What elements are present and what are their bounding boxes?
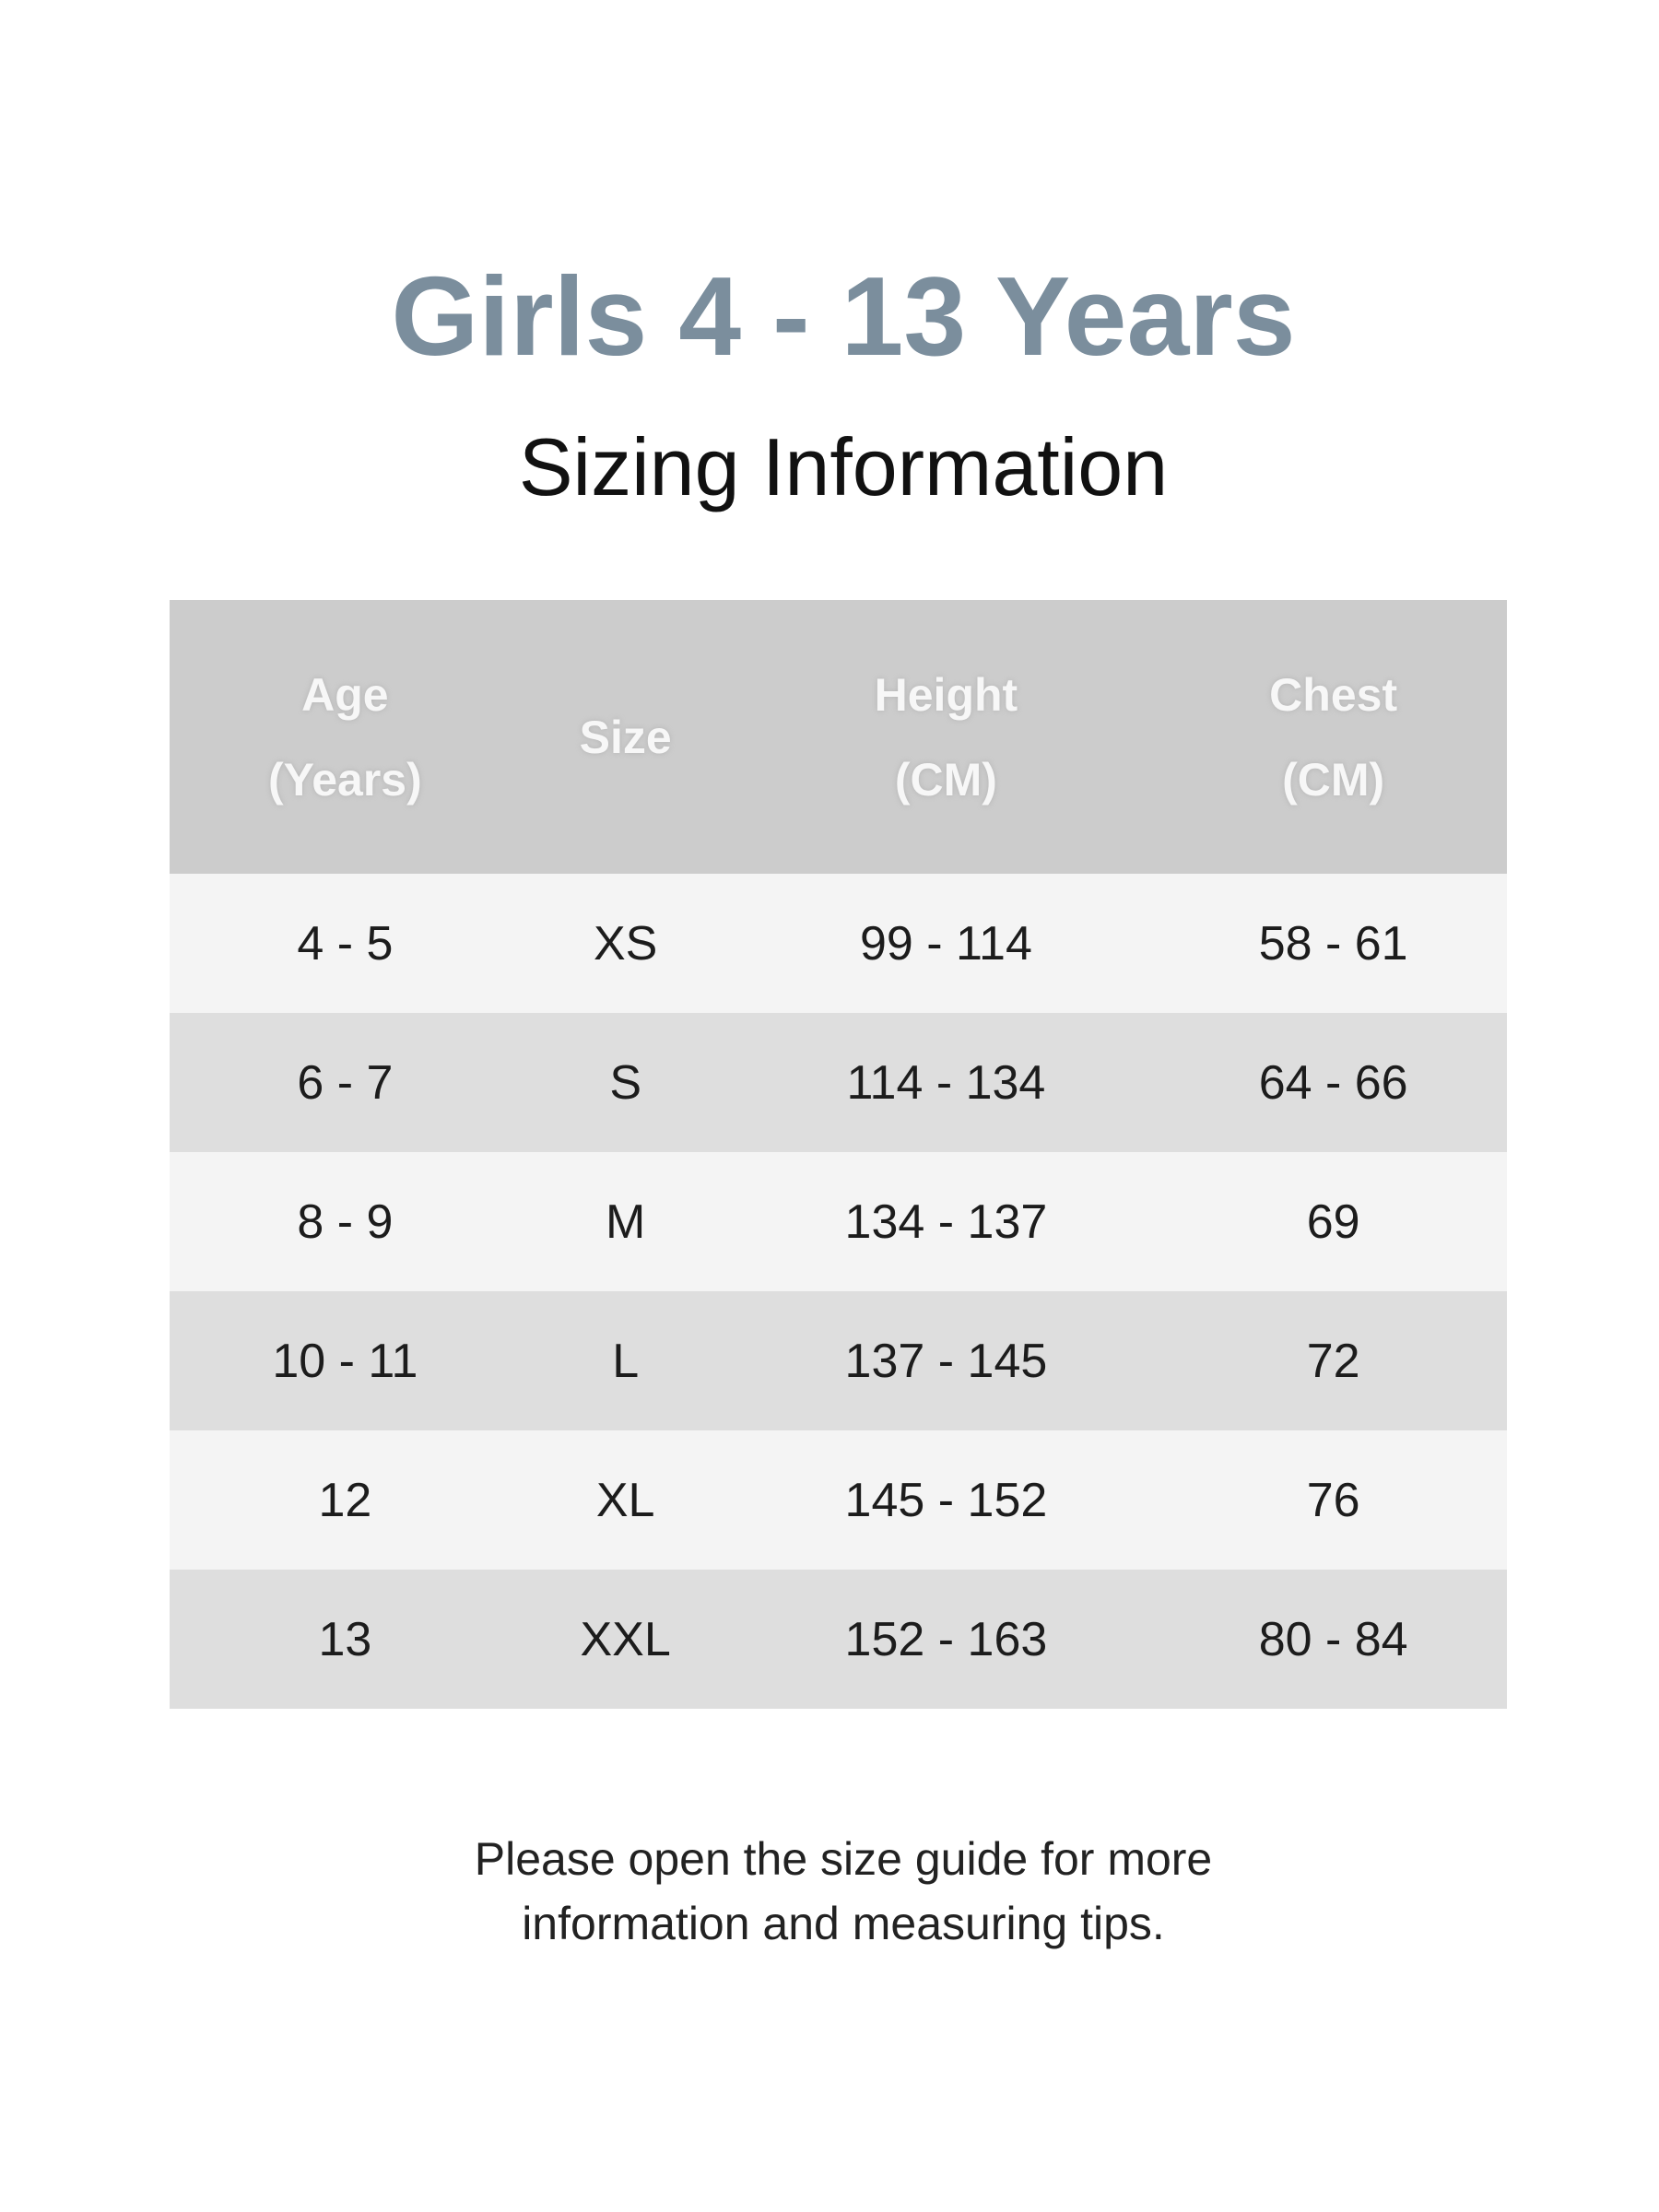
header-chest-label: Chest xyxy=(1269,668,1398,721)
table-row xyxy=(170,1291,1507,1430)
cell-chest: 72 xyxy=(1306,1334,1360,1388)
cell-size: XS xyxy=(593,916,658,971)
cell-age: 8 - 9 xyxy=(297,1194,394,1249)
header-size xyxy=(519,695,733,780)
cell-height: 145 - 152 xyxy=(844,1473,1048,1527)
header-size-label: Size xyxy=(579,711,672,763)
header-age-label: Age xyxy=(301,668,389,721)
header-height-unit: (CM) xyxy=(894,753,997,806)
table-row xyxy=(170,1152,1507,1291)
table-header-row xyxy=(170,600,1507,874)
cell-height: 134 - 137 xyxy=(844,1194,1048,1249)
cell-size: S xyxy=(609,1055,641,1110)
table-row xyxy=(170,874,1507,1013)
page-title: Girls 4 - 13 Years xyxy=(391,253,1296,379)
cell-height: 152 - 163 xyxy=(844,1612,1048,1666)
size-guide-note xyxy=(0,1827,1659,1956)
table-row xyxy=(170,1430,1507,1570)
cell-age: 13 xyxy=(318,1612,372,1666)
header-height xyxy=(733,653,1160,822)
cell-chest: 64 - 66 xyxy=(1258,1055,1408,1110)
cell-height: 114 - 134 xyxy=(846,1055,1046,1110)
size-guide-note-line1: Please open the size guide for more xyxy=(474,1833,1213,1885)
header-chest xyxy=(1159,653,1507,822)
cell-size: XL xyxy=(595,1473,655,1527)
cell-age: 6 - 7 xyxy=(297,1055,394,1110)
table-row xyxy=(170,1013,1507,1152)
cell-size: XXL xyxy=(580,1612,671,1666)
cell-age: 4 - 5 xyxy=(297,916,394,971)
cell-age: 10 - 11 xyxy=(272,1334,418,1388)
cell-size: L xyxy=(612,1334,640,1388)
cell-height: 137 - 145 xyxy=(844,1334,1048,1388)
cell-age: 12 xyxy=(318,1473,372,1527)
cell-chest: 76 xyxy=(1306,1473,1360,1527)
cell-chest: 58 - 61 xyxy=(1258,916,1408,971)
cell-chest: 80 - 84 xyxy=(1258,1612,1408,1666)
cell-chest: 69 xyxy=(1306,1194,1360,1249)
header-age xyxy=(170,653,519,822)
header-chest-unit: (CM) xyxy=(1282,753,1385,806)
size-guide-note-line2: information and measuring tips. xyxy=(522,1898,1165,1949)
page-subtitle: Sizing Information xyxy=(518,421,1169,512)
cell-height: 99 - 114 xyxy=(859,916,1032,971)
header-age-unit: (Years) xyxy=(267,753,422,806)
table-row xyxy=(170,1570,1507,1709)
sizing-table xyxy=(170,600,1507,1709)
header-height-label: Height xyxy=(874,668,1018,721)
cell-size: M xyxy=(605,1194,646,1249)
